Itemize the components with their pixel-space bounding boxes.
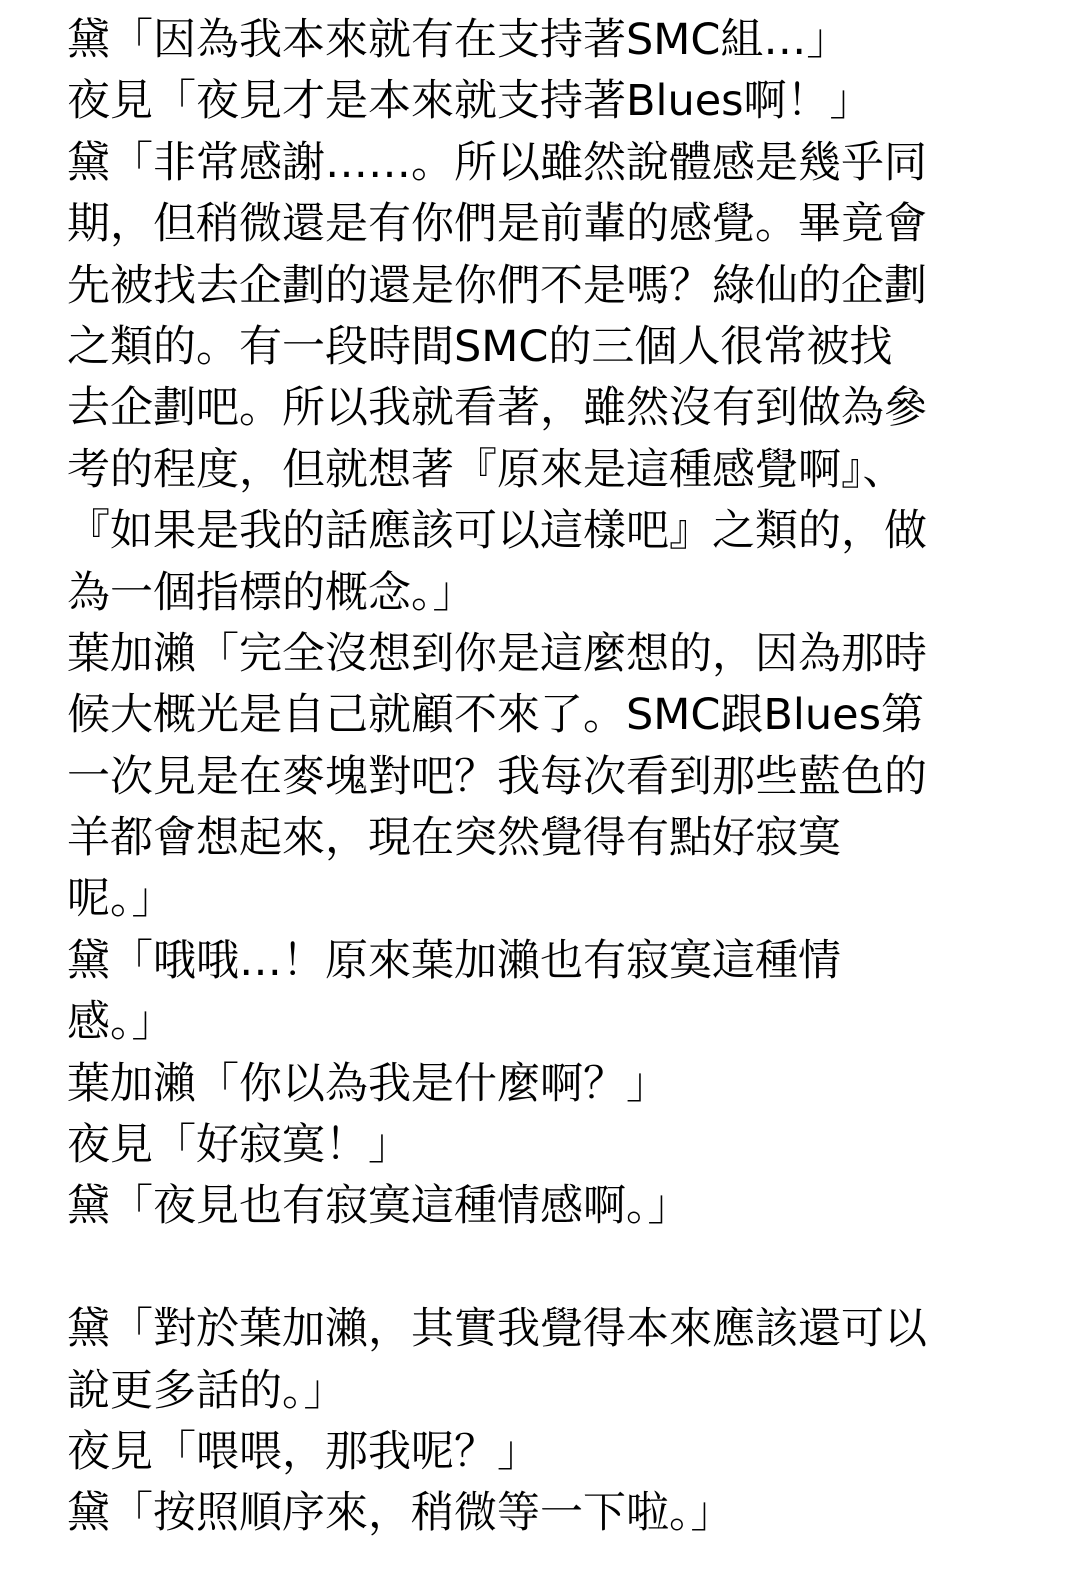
text-line: 羊都會想起來，現在突然覺得有點好寂寞 [67,813,841,864]
text-line: 考的程度，但就想著『原來是這種感覺啊』、 [67,444,906,495]
text-line: 夜見「好寂寞！」 [67,1120,411,1171]
text-line: 黛「因為我本來就有在支持著SMC組…」 [67,15,850,65]
blank-line [67,1238,1007,1299]
text-line: 黛「夜見也有寂寞這種情感啊。」 [67,1181,691,1232]
text-line: 感。」 [67,997,175,1048]
text-line: 去企劃吧。所以我就看著，雖然沒有到做為參 [67,383,927,434]
text-line: 葉加瀨「你以為我是什麼啊？」 [67,1058,669,1109]
text-line: 先被找去企劃的還是你們不是嗎？綠仙的企劃 [67,260,927,311]
text-line: 說更多話的。」 [67,1365,347,1416]
text-line: 葉加瀨「完全沒想到你是這麼想的，因為那時 [67,628,927,679]
dialogue-text [67,10,1007,1545]
text-line: 呢。」 [67,874,175,925]
text-line: 『如果是我的話應該可以這樣吧』之類的，做 [67,506,927,557]
text-line: 候大概光是自己就顧不來了。SMC跟Blues第 [67,690,924,741]
text-line: 一次見是在麥塊對吧？我每次看到那些藍色的 [67,751,927,802]
text-line: 黛「對於葉加瀨，其實我覺得本來應該還可以 [67,1304,927,1355]
text-line: 黛「哦哦…！原來葉加瀨也有寂寞這種情 [67,935,841,986]
text-line: 夜見「喂喂，那我呢？」 [67,1426,540,1477]
text-line: 之類的。有一段時間SMC的三個人很常被找 [67,321,893,372]
text-line: 黛「非常感謝……。所以雖然說體感是幾乎同 [67,137,927,188]
text-line: 期，但稍微還是有你們是前輩的感覺。畢竟會 [67,199,927,250]
text-line: 黛「按照順序來，稍微等一下啦。」 [67,1488,734,1539]
text-line: 為一個指標的概念。」 [67,567,476,618]
text-line: 夜見「夜見才是本來就支持著Blues啊！」 [67,76,873,127]
